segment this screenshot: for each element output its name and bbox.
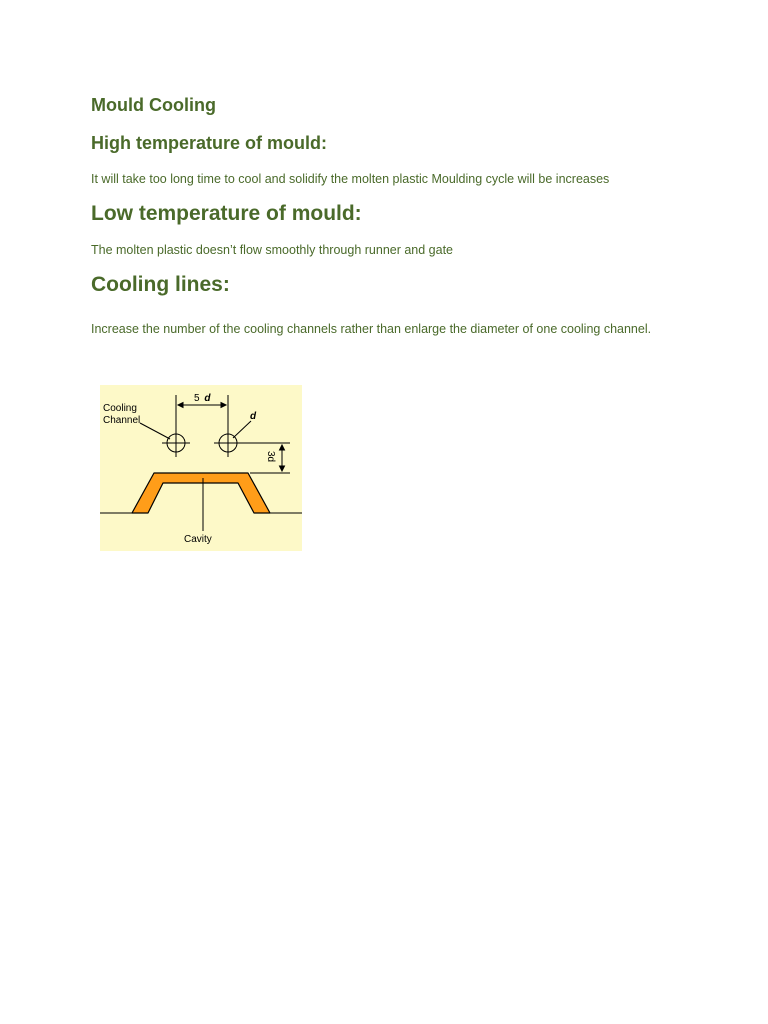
cooling-channel-diagram	[100, 385, 302, 551]
paragraph-low-temperature: The molten plastic doesn’t flow smoothly through runner and gate	[91, 243, 454, 257]
spacing-label: 5 d	[194, 393, 211, 404]
depth-label: 3d	[265, 451, 276, 463]
cooling-channel-label-line1: Cooling	[103, 403, 137, 414]
heading-cooling-lines: Cooling lines:	[91, 273, 230, 296]
document-title: Mould Cooling	[91, 95, 216, 115]
diameter-label: d	[250, 411, 257, 422]
cavity-label: Cavity	[184, 534, 212, 545]
heading-low-temperature: Low temperature of mould:	[91, 202, 362, 225]
cooling-channel-label-line2: Channel	[103, 415, 141, 426]
heading-high-temperature: High temperature of mould:	[91, 133, 328, 153]
paragraph-cooling-lines: Increase the number of the cooling channels rather than enlarge the diameter of one cooling channel.	[91, 322, 652, 336]
paragraph-high-temperature: It will take too long time to cool and solidify the molten plastic Moulding cycle will be increases	[91, 172, 610, 186]
